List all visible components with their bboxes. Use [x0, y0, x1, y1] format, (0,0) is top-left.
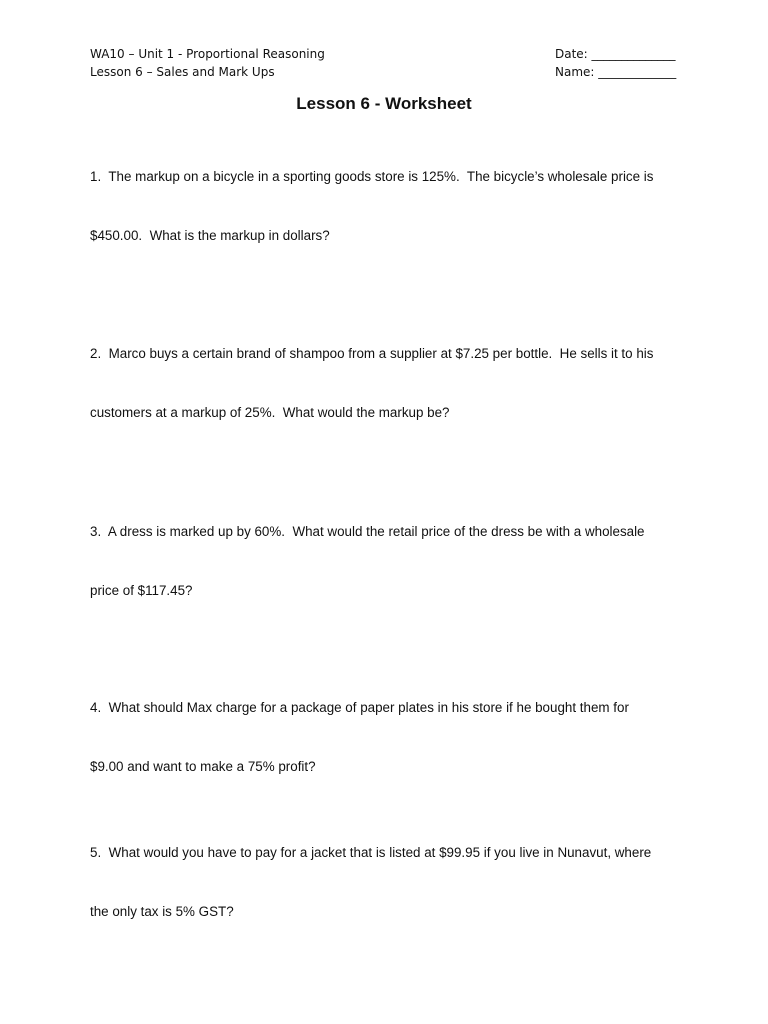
- question-4-line-2: $9.00 and want to make a 75% profit?: [90, 758, 316, 774]
- name-field: Name: _____________: [555, 65, 677, 79]
- question-2-line-2: customers at a markup of 25%. What would the markup be?: [90, 404, 450, 420]
- page-title: Lesson 6 - Worksheet: [296, 94, 472, 113]
- question-3: [90, 483, 690, 639]
- question-4-line-1: 4. What should Max charge for a package of paper plates in his store if he bought them for: [90, 700, 629, 715]
- question-1-line-2: $450.00. What is the markup in dollars?: [90, 227, 330, 243]
- question-5-line-2: the only tax is 5% GST?: [90, 903, 234, 919]
- question-3-line-1: 3. A dress is marked up by 60%. What would the retail price of the dress be with a wholesale: [90, 524, 645, 539]
- date-field: Date: ______________: [555, 47, 676, 61]
- question-1-line-1: 1. The markup on a bicycle in a sporting goods store is 125%. The bicycle’s wholesale price is: [90, 169, 654, 184]
- lesson-subtitle: Lesson 6 – Sales and Mark Ups: [90, 65, 275, 79]
- question-4: [90, 659, 690, 815]
- question-2-line-1: 2. Marco buys a certain brand of shampoo from a supplier at $7.25 per bottle. He sells it to his: [90, 346, 654, 361]
- course-title: WA10 – Unit 1 - Proportional Reasoning: [90, 47, 325, 61]
- question-5-line-1: 5. What would you have to pay for a jacket that is listed at $99.95 if you live in Nunavut, where: [90, 845, 652, 860]
- question-5: [90, 804, 690, 960]
- header-student-info: [555, 45, 676, 81]
- question-3-line-2: price of $117.45?: [90, 582, 193, 598]
- header-course-info: [90, 45, 325, 81]
- question-1: [90, 128, 690, 284]
- question-2: [90, 305, 690, 461]
